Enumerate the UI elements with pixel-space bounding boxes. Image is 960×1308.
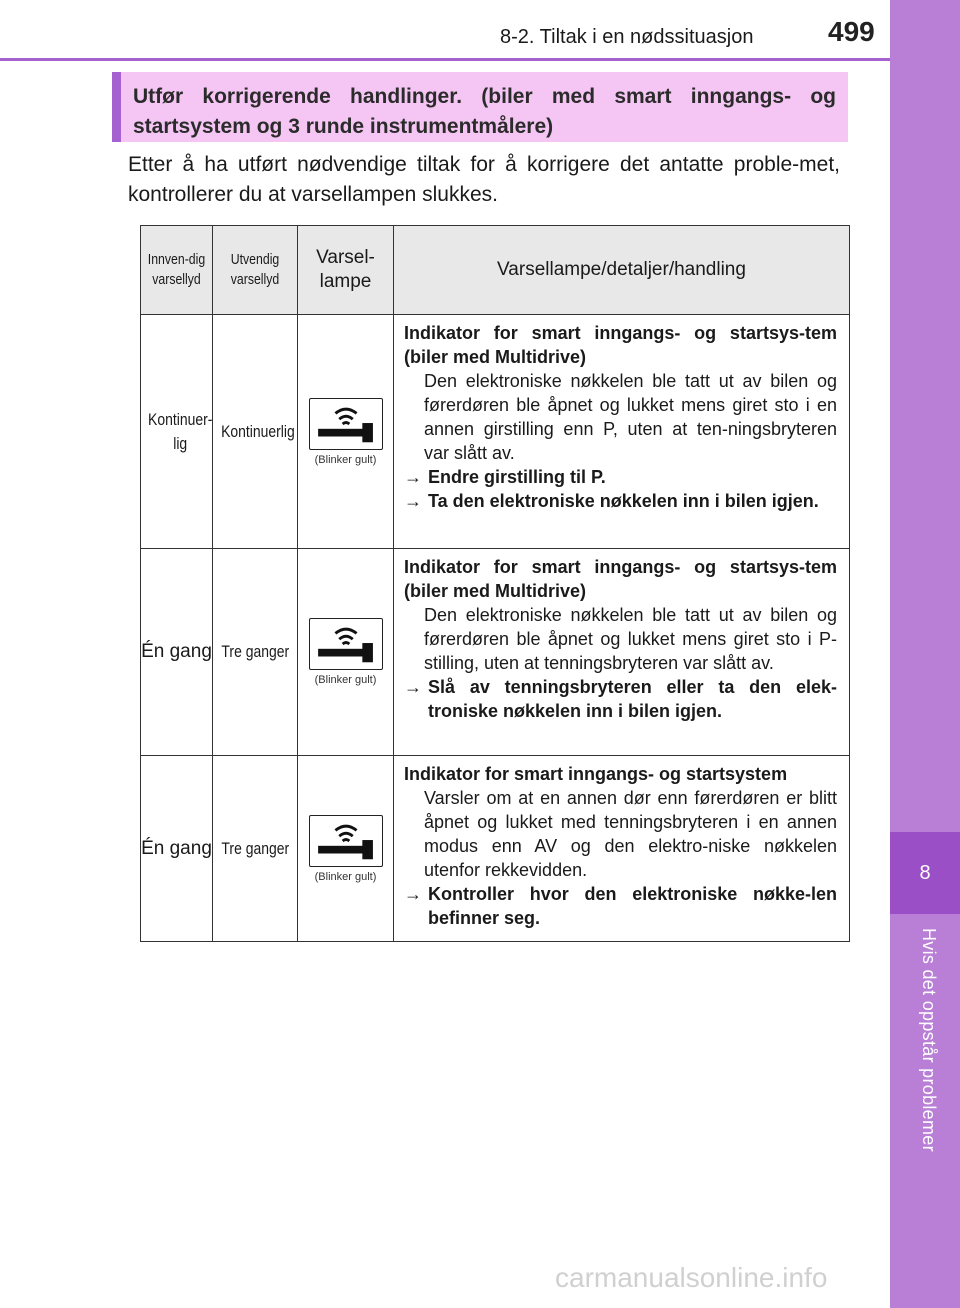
smart-key-indicator-icon (309, 618, 383, 670)
header-external-buzzer: Utvendig varsellyd (213, 226, 298, 315)
chapter-title: Hvis det oppstår problemer (919, 928, 939, 1152)
external-buzzer-cell: Tre ganger (213, 756, 298, 942)
warning-table (140, 225, 850, 942)
lamp-caption: (Blinker gult) (314, 453, 377, 466)
indicator-title: Indikator for smart inngangs- og startsys-tem (biler med Multidrive) (404, 323, 837, 367)
table-header-row (141, 226, 850, 315)
details-cell (394, 756, 850, 942)
action-item: → Slå av tenningsbryteren eller ta den elek-troniske nøkkelen inn i bilen igjen. (404, 677, 837, 721)
warning-lamp-cell (298, 315, 394, 549)
arrow-icon: → (404, 884, 422, 904)
indicator-description: Varsler om at en annen dør enn førerdøren er blitt åpnet og lukket med tenningsbryteren i en annen modus enn AV og den elektro-niske nøkkelen utenfor rekkevidden. (424, 788, 837, 880)
table-row (141, 315, 850, 549)
intro-paragraph: Etter å ha utført nødvendige tiltak for å korrigere det antatte proble-met, kontrollerer du at varsellampen slukkes. (128, 153, 840, 206)
section-heading: 8-2. Tiltak i en nødssituasjon (500, 26, 754, 48)
internal-buzzer-cell: Én gang (141, 549, 213, 756)
internal-buzzer-cell: Kontinuer-lig (141, 315, 213, 549)
arrow-icon: → (404, 491, 422, 511)
warning-lamp-cell (298, 549, 394, 756)
indicator-description: Den elektroniske nøkkelen ble tatt ut av bilen og førerdøren ble åpnet og lukket mens giret sto i en annen girstilling enn P, uten at ten-ningsbryteren var slått av. (424, 371, 837, 463)
arrow-icon: → (404, 677, 422, 697)
action-item: → Ta den elektroniske nøkkelen inn i bilen igjen. (404, 491, 819, 511)
indicator-title: Indikator for smart inngangs- og startsystem (404, 764, 788, 784)
lamp-caption: (Blinker gult) (314, 674, 377, 686)
header-details: Varsellampe/detaljer/handling (394, 226, 850, 315)
arrow-icon: → (404, 467, 422, 487)
procedure-title-box (112, 72, 848, 142)
table-row (141, 549, 850, 756)
header-warning-lamp: Varsel-lampe (298, 226, 394, 315)
page-number: 499 (828, 16, 875, 47)
table-row (141, 756, 850, 942)
smart-key-indicator-icon (309, 398, 383, 450)
watermark: carmanualsonline.info (555, 1262, 828, 1293)
external-buzzer-cell: Tre ganger (213, 549, 298, 756)
external-buzzer-cell: Kontinuerlig (213, 315, 298, 549)
header-internal-buzzer: Innven-dig varsellyd (141, 226, 213, 315)
details-cell (394, 315, 850, 549)
indicator-title: Indikator for smart inngangs- og startsys-tem (biler med Multidrive) (404, 557, 837, 601)
warning-lamp-cell (298, 756, 394, 942)
smart-key-indicator-icon (309, 815, 383, 867)
action-item: → Endre girstilling til P. (404, 467, 606, 487)
action-item: → Kontroller hvor den elektroniske nøkke-len befinner seg. (404, 884, 837, 928)
lamp-caption: (Blinker gult) (314, 870, 377, 883)
details-cell (394, 549, 850, 756)
internal-buzzer-cell: Én gang (141, 756, 213, 942)
procedure-title: Utfør korrigerende handlinger. (biler med smart inngangs- og startsystem og 3 runde instrumentmålere) (133, 85, 836, 138)
chapter-number: 8 (890, 832, 960, 914)
header-divider (0, 58, 890, 61)
indicator-description: Den elektroniske nøkkelen ble tatt ut av bilen og førerdøren ble åpnet og lukket mens giret sto i P-stilling, uten at tenningsbryteren var slått av. (424, 605, 837, 673)
